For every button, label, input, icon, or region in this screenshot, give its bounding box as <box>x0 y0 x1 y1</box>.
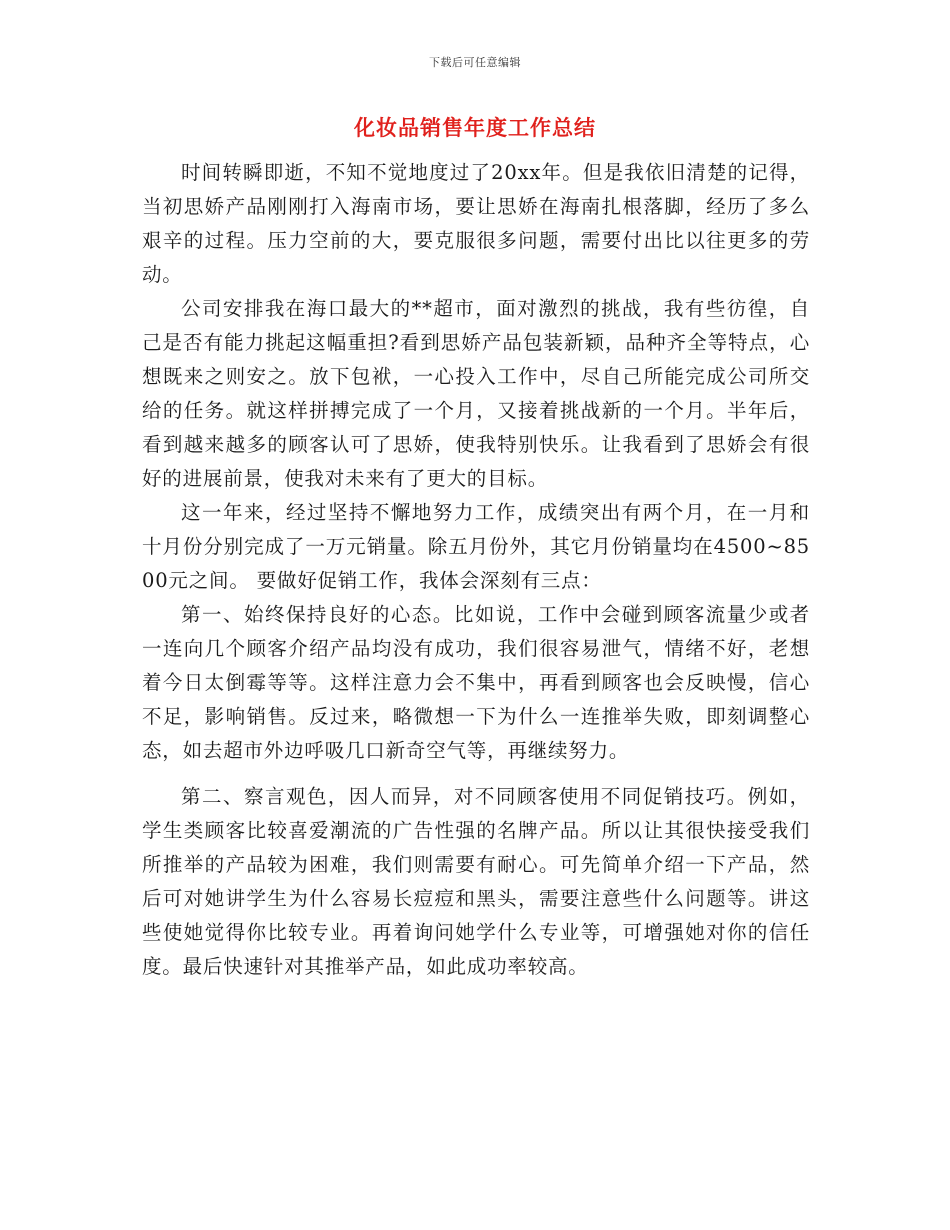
paragraph-3: 这一年来，经过坚持不懈地努力工作，成绩突出有两个月，在一月和十月份分别完成了一万元销量。除五月份外，其它月份销量均在4500~8500元之间。 要做好促销工作，我体会深刻有三点： <box>142 501 810 592</box>
paragraph-4: 第一、始终保持良好的心态。比如说，工作中会碰到顾客流量少或者一连向几个顾客介绍产品均没有成功，我们很容易泄气，情绪不好，老想着今日太倒霉等等。这样注意力会不集中，再看到顾客也会反映慢，信心不足，影响销售。反过来，略微想一下为什么一连推举失败，即刻调整心态，如去超市外边呼吸几口新奇空气等，再继续努力。 <box>142 603 810 762</box>
paragraph-2: 公司安排我在海口最大的**超市，面对激烈的挑战，我有些彷徨，自己是否有能力挑起这幅重担?看到思娇产品包装新颖，品种齐全等特点，心想既来之则安之。放下包袱，一心投入工作中，尽自己所能完成公司所交给的任务。就这样拼搏完成了一个月，又接着挑战新的一个月。半年后，看到越来越多的顾客认可了思娇，使我特别快乐。让我看到了思娇会有很好的进展前景，使我对未来有了更大的目标。 <box>142 297 810 490</box>
document-title: 化妆品销售年度工作总结 <box>354 115 596 140</box>
document-body <box>142 156 810 984</box>
paragraph-1: 时间转瞬即逝，不知不觉地度过了20xx年。但是我依旧清楚的记得，当初思娇产品刚刚打入海南市场，要让思娇在海南扎根落脚，经历了多么艰辛的过程。压力空前的大，要克服很多问题，需要付出比以往更多的劳动。 <box>142 161 810 286</box>
header-note: 下载后可任意编辑 <box>429 56 521 69</box>
paragraph-5: 第二、察言观色，因人而异，对不同顾客使用不同促销技巧。例如，学生类顾客比较喜爱潮流的广告性强的名牌产品。所以让其很快接受我们所推举的产品较为困难，我们则需要有耐心。可先简单介绍一下产品，然后可对她讲学生为什么容易长痘痘和黑头，需要注意些什么问题等。讲这些使她觉得你比较专业。再着询问她学什么专业等，可增强她对你的信任度。最后快速针对其推举产品，如此成功率较高。 <box>142 785 810 978</box>
